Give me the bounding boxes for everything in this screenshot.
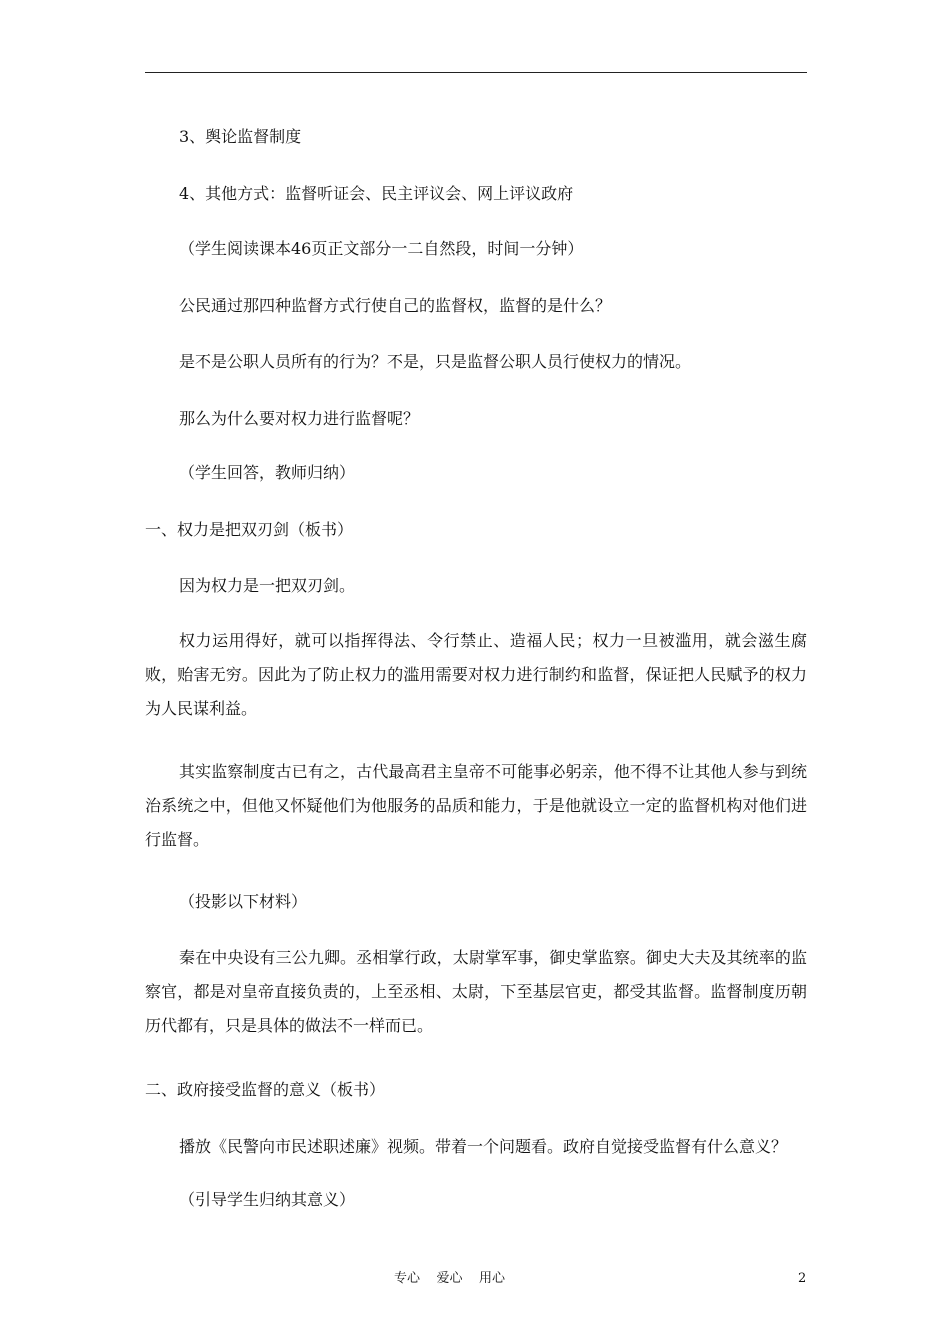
page-number: 2	[798, 1271, 807, 1286]
text-line: （学生阅读课本46页正文部分一二自然段，时间一分钟）	[179, 239, 584, 258]
text-line: 3、舆论监督制度	[179, 127, 302, 146]
text-line: （学生回答，教师归纳）	[179, 463, 356, 482]
paragraph: 其实监察制度古已有之，古代最高君主皇帝不可能事必躬亲，他不得不让其他人参与到统治系统之中，但他又怀疑他们为他服务的品质和能力，于是他就设立一定的监督机构对他们进行监督。	[145, 762, 807, 849]
text-line: （引导学生归纳其意义）	[179, 1190, 356, 1209]
paragraph: 秦在中央设有三公九卿。丞相掌行政，太尉掌军事，御史掌监察。御史大夫及其统率的监察官，都是对皇帝直接负责的，上至丞相、太尉，下至基层官吏，都受其监督。监督制度历朝历代都有，只是具体的做法不一样而已。	[145, 948, 807, 1035]
text-line: 4、其他方式：监督听证会、民主评议会、网上评议政府	[179, 184, 574, 203]
header-rule	[145, 72, 807, 73]
text-line: 那么为什么要对权力进行监督呢？	[179, 409, 420, 428]
section-heading: 二、政府接受监督的意义（板书）	[145, 1080, 386, 1099]
text-line: 公民通过那四种监督方式行使自己的监督权，监督的是什么？	[179, 296, 612, 315]
text-line: （投影以下材料）	[179, 892, 308, 911]
text-line: 是不是公职人员所有的行为？不是，只是监督公职人员行使权力的情况。	[179, 352, 692, 371]
footer-text: 专心 爱心 用心	[394, 1271, 506, 1286]
text-line: 播放《民警向市民述职述廉》视频。带着一个问题看。政府自觉接受监督有什么意义？	[179, 1137, 788, 1156]
paragraph: 权力运用得好，就可以指挥得法、令行禁止、造福人民；权力一旦被滥用，就会滋生腐败，贻害无穷。因此为了防止权力的滥用需要对权力进行制约和监督，保证把人民赋予的权力为人民谋利益。	[145, 631, 807, 718]
section-heading: 一、权力是把双刃剑（板书）	[145, 520, 354, 539]
text-line: 因为权力是一把双刃剑。	[179, 576, 356, 595]
